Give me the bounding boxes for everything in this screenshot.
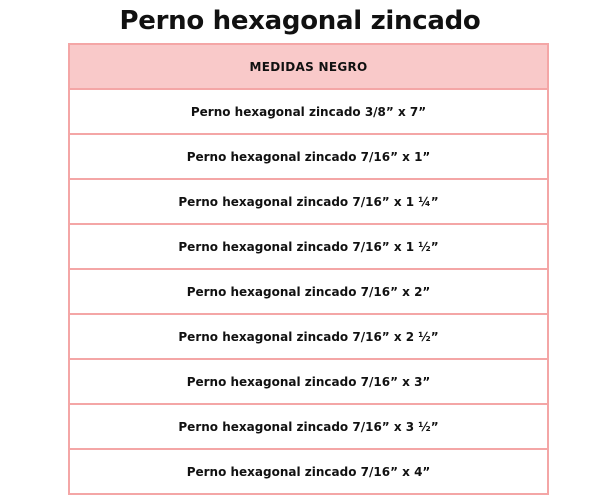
page-title: Perno hexagonal zincado bbox=[119, 6, 481, 36]
table-row bbox=[70, 360, 547, 405]
table-row bbox=[70, 180, 547, 225]
table-cell: Perno hexagonal zincado 7/16” x 2 ½” bbox=[178, 329, 439, 344]
table-cell: Perno hexagonal zincado 7/16” x 1 ½” bbox=[178, 239, 439, 254]
table-row bbox=[70, 450, 547, 495]
table-row bbox=[70, 270, 547, 315]
table-cell: Perno hexagonal zincado 3/8” x 7” bbox=[190, 104, 427, 119]
sizes-table bbox=[68, 43, 549, 495]
table-cell: Perno hexagonal zincado 7/16” x 3 ½” bbox=[178, 419, 439, 434]
table-row bbox=[70, 225, 547, 270]
table-header-cell: MEDIDAS NEGRO bbox=[249, 59, 368, 74]
table-row bbox=[70, 315, 547, 360]
table-header-row bbox=[70, 45, 547, 90]
table-cell: Perno hexagonal zincado 7/16” x 4” bbox=[186, 464, 431, 479]
table-cell: Perno hexagonal zincado 7/16” x 2” bbox=[186, 284, 431, 299]
table-cell: Perno hexagonal zincado 7/16” x 1” bbox=[186, 149, 431, 164]
table-row bbox=[70, 90, 547, 135]
table-row bbox=[70, 405, 547, 450]
table-row bbox=[70, 135, 547, 180]
table-cell: Perno hexagonal zincado 7/16” x 1 ¼” bbox=[178, 194, 439, 209]
table-cell: Perno hexagonal zincado 7/16” x 3” bbox=[186, 374, 431, 389]
